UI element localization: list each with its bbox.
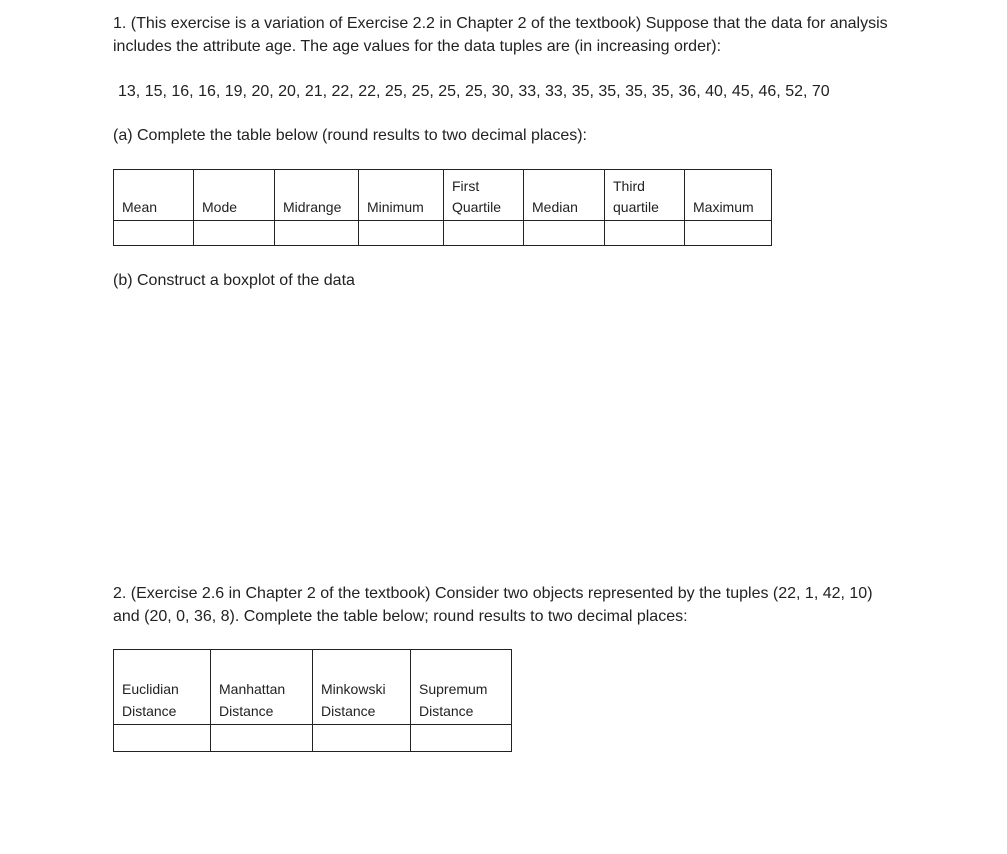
statistics-answer-row [114, 221, 772, 246]
header-cell-maximum: Maximum [685, 170, 772, 221]
answer-cell-manhattan[interactable] [211, 725, 313, 752]
distance-table [113, 649, 512, 752]
header-cell-supremum-distance: Supremum Distance [411, 650, 512, 725]
distance-header-row [114, 650, 512, 725]
distance-answer-row [114, 725, 512, 752]
answer-cell-mean[interactable] [114, 221, 194, 246]
answer-cell-first-quartile[interactable] [444, 221, 524, 246]
header-cell-median: Median [524, 170, 605, 221]
statistics-header-row [114, 170, 772, 221]
answer-cell-maximum[interactable] [685, 221, 772, 246]
header-cell-minimum: Minimum [359, 170, 444, 221]
header-cell-euclidian-distance: Euclidian Distance [114, 650, 211, 725]
answer-cell-minimum[interactable] [359, 221, 444, 246]
part-b-instruction: (b) Construct a boxplot of the data [113, 272, 355, 289]
header-cell-minkowski-distance: Minkowski Distance [313, 650, 411, 725]
answer-cell-midrange[interactable] [275, 221, 359, 246]
statistics-table [113, 169, 772, 246]
answer-cell-third-quartile[interactable] [605, 221, 685, 246]
header-cell-mean: Mean [114, 170, 194, 221]
answer-cell-minkowski[interactable] [313, 725, 411, 752]
question-1-text: 1. (This exercise is a variation of Exercise 2.2 in Chapter 2 of the textbook) Suppose that the data for analysis includes the attribute age. The age values for the data tuples are (in increasing order): [113, 15, 888, 55]
answer-cell-median[interactable] [524, 221, 605, 246]
question-2-text: 2. (Exercise 2.6 in Chapter 2 of the textbook) Consider two objects represented by the tuples (22, 1, 42, 10) and (20, 0, 36, 8). Complete the table below; round results to two decimal places: [113, 585, 873, 625]
age-values-list: 13, 15, 16, 16, 19, 20, 20, 21, 22, 22, 25, 25, 25, 25, 30, 33, 33, 35, 35, 35, 35, 36, 40, 45, 46, 52, 70 [118, 83, 830, 100]
answer-cell-mode[interactable] [194, 221, 275, 246]
part-a-instruction: (a) Complete the table below (round results to two decimal places): [113, 127, 587, 144]
answer-cell-euclidian[interactable] [114, 725, 211, 752]
answer-cell-supremum[interactable] [411, 725, 512, 752]
header-cell-third-quartile: Third quartile [605, 170, 685, 221]
header-cell-midrange: Midrange [275, 170, 359, 221]
header-cell-mode: Mode [194, 170, 275, 221]
header-cell-first-quartile: First Quartile [444, 170, 524, 221]
header-cell-manhattan-distance: Manhattan Distance [211, 650, 313, 725]
